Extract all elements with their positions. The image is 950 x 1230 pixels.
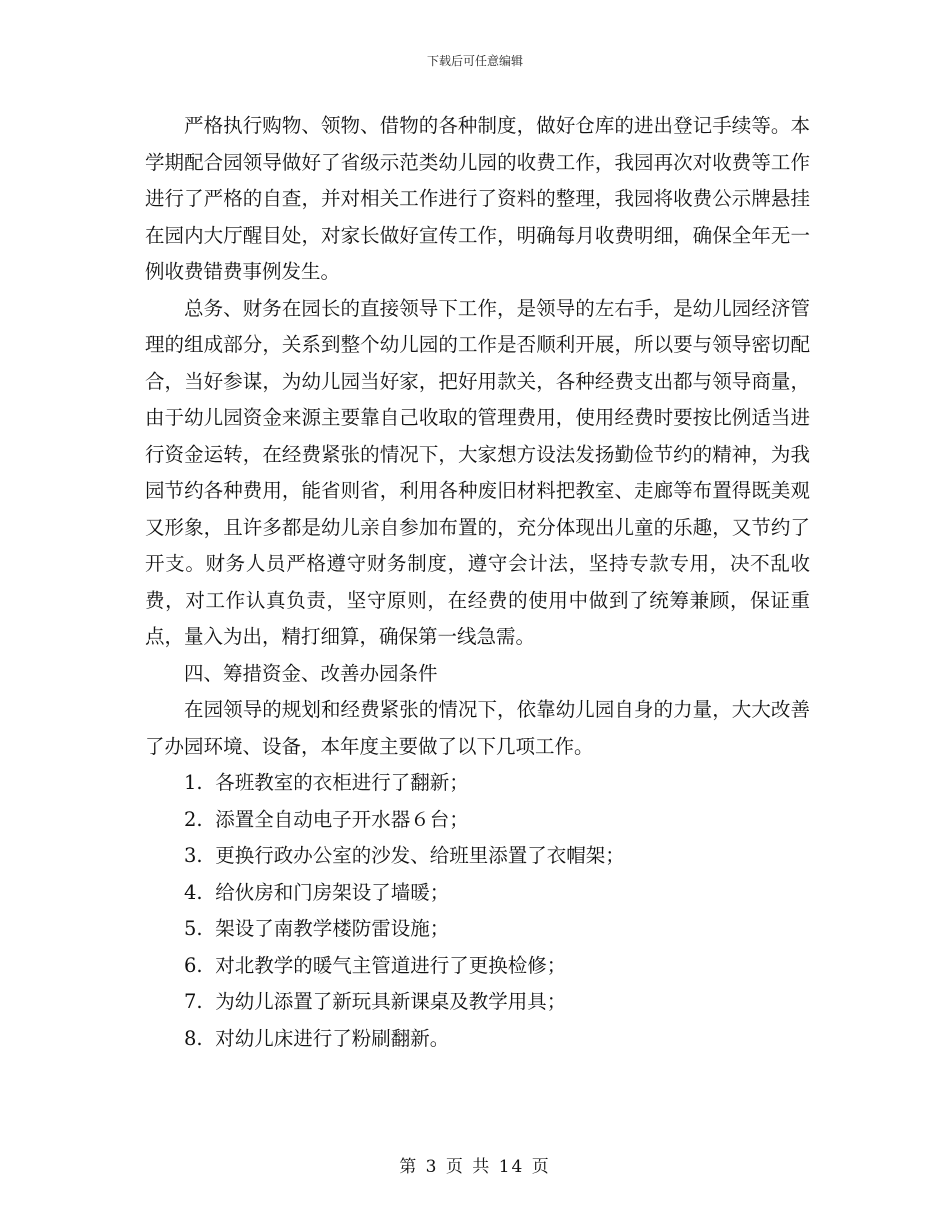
section-heading: 四、筹措资金、改善办园条件 — [184, 661, 438, 685]
list-item — [145, 765, 810, 802]
list-item-number: 2. — [184, 807, 203, 831]
list-item-text: 对幼儿床进行了粉刷翻新。 — [215, 1026, 450, 1050]
document-body — [145, 108, 810, 1057]
list-item — [145, 911, 810, 948]
list-item-text: 对北教学的暖气主管道进行了更换检修； — [215, 953, 567, 977]
list-item-number: 4. — [184, 880, 203, 904]
list-item — [145, 875, 810, 912]
list-item-number: 6. — [184, 953, 203, 977]
paragraph: 总务、财务在园长的直接领导下工作，是领导的左右手，是幼儿园经济管理的组成部分，关系到整个幼儿园的工作是否顺利开展，所以要与领导密切配合，当好参谋，为幼儿园当好家，把好用款关，各种经费支出都与领导商量，由于幼儿园资金来源主要靠自己收取的管理费用，使用经费时要按比例适当进行资金运转，在经费紧张的情况下，大家想方设法发扬勤俭节约的精神，为我园节约各种费用，能省则省，利用各种废旧材料把教室、走廊等布置得既美观又形象，且许多都是幼儿亲自参加布置的，充分体现出儿童的乐趣，又节约了开支。财务人员严格遵守财务制度，遵守会计法，坚持专款专用，决不乱收费，对工作认真负责，坚守原则，在经费的使用中做到了统筹兼顾，保证重点，量入为出，精打细算，确保第一线急需。 — [145, 296, 810, 648]
list-item-number: 3. — [184, 844, 203, 867]
list-item-text: 添置全自动电子开水器６台； — [215, 807, 469, 831]
paragraph: 严格执行购物、领物、借物的各种制度，做好仓库的进出登记手续等。本学期配合园领导做好了省级示范类幼儿园的收费工作，我园再次对收费等工作进行了严格的自查，并对相关工作进行了资料的整理，我园将收费公示牌悬挂在园内大厅醒目处，对家长做好宣传工作，明确每月收费明细，确保全年无一例收费错费事例发生。 — [145, 114, 810, 283]
work-items-list — [145, 765, 810, 1057]
list-item-number: 8. — [184, 1026, 203, 1050]
list-item — [145, 802, 810, 839]
list-item — [145, 1021, 810, 1058]
page-number-footer: 第 3 页 共 14 页 — [399, 1157, 551, 1177]
list-item-text: 各班教室的衣柜进行了翻新； — [215, 771, 469, 794]
list-item-text: 更换行政办公室的沙发、给班里添置了衣帽架； — [215, 844, 625, 867]
section-intro: 在园领导的规划和经费紧张的情况下，依靠幼儿园自身的力量，大大改善了办园环境、设备，本年度主要做了以下几项工作。 — [145, 698, 810, 758]
list-item-text: 架设了南教学楼防雷设施； — [215, 917, 450, 940]
list-item — [145, 948, 810, 985]
list-item — [145, 984, 810, 1021]
list-item-number: 5. — [184, 917, 203, 940]
page-header: 下载后可任意编辑 — [426, 54, 523, 68]
list-item-text: 为幼儿添置了新玩具新课桌及教学用具； — [215, 990, 567, 1013]
list-item-text: 给伙房和门房架设了墙暖； — [215, 880, 450, 904]
list-item — [145, 838, 810, 875]
list-item-number: 7. — [184, 990, 203, 1013]
list-item-number: 1. — [184, 771, 203, 794]
